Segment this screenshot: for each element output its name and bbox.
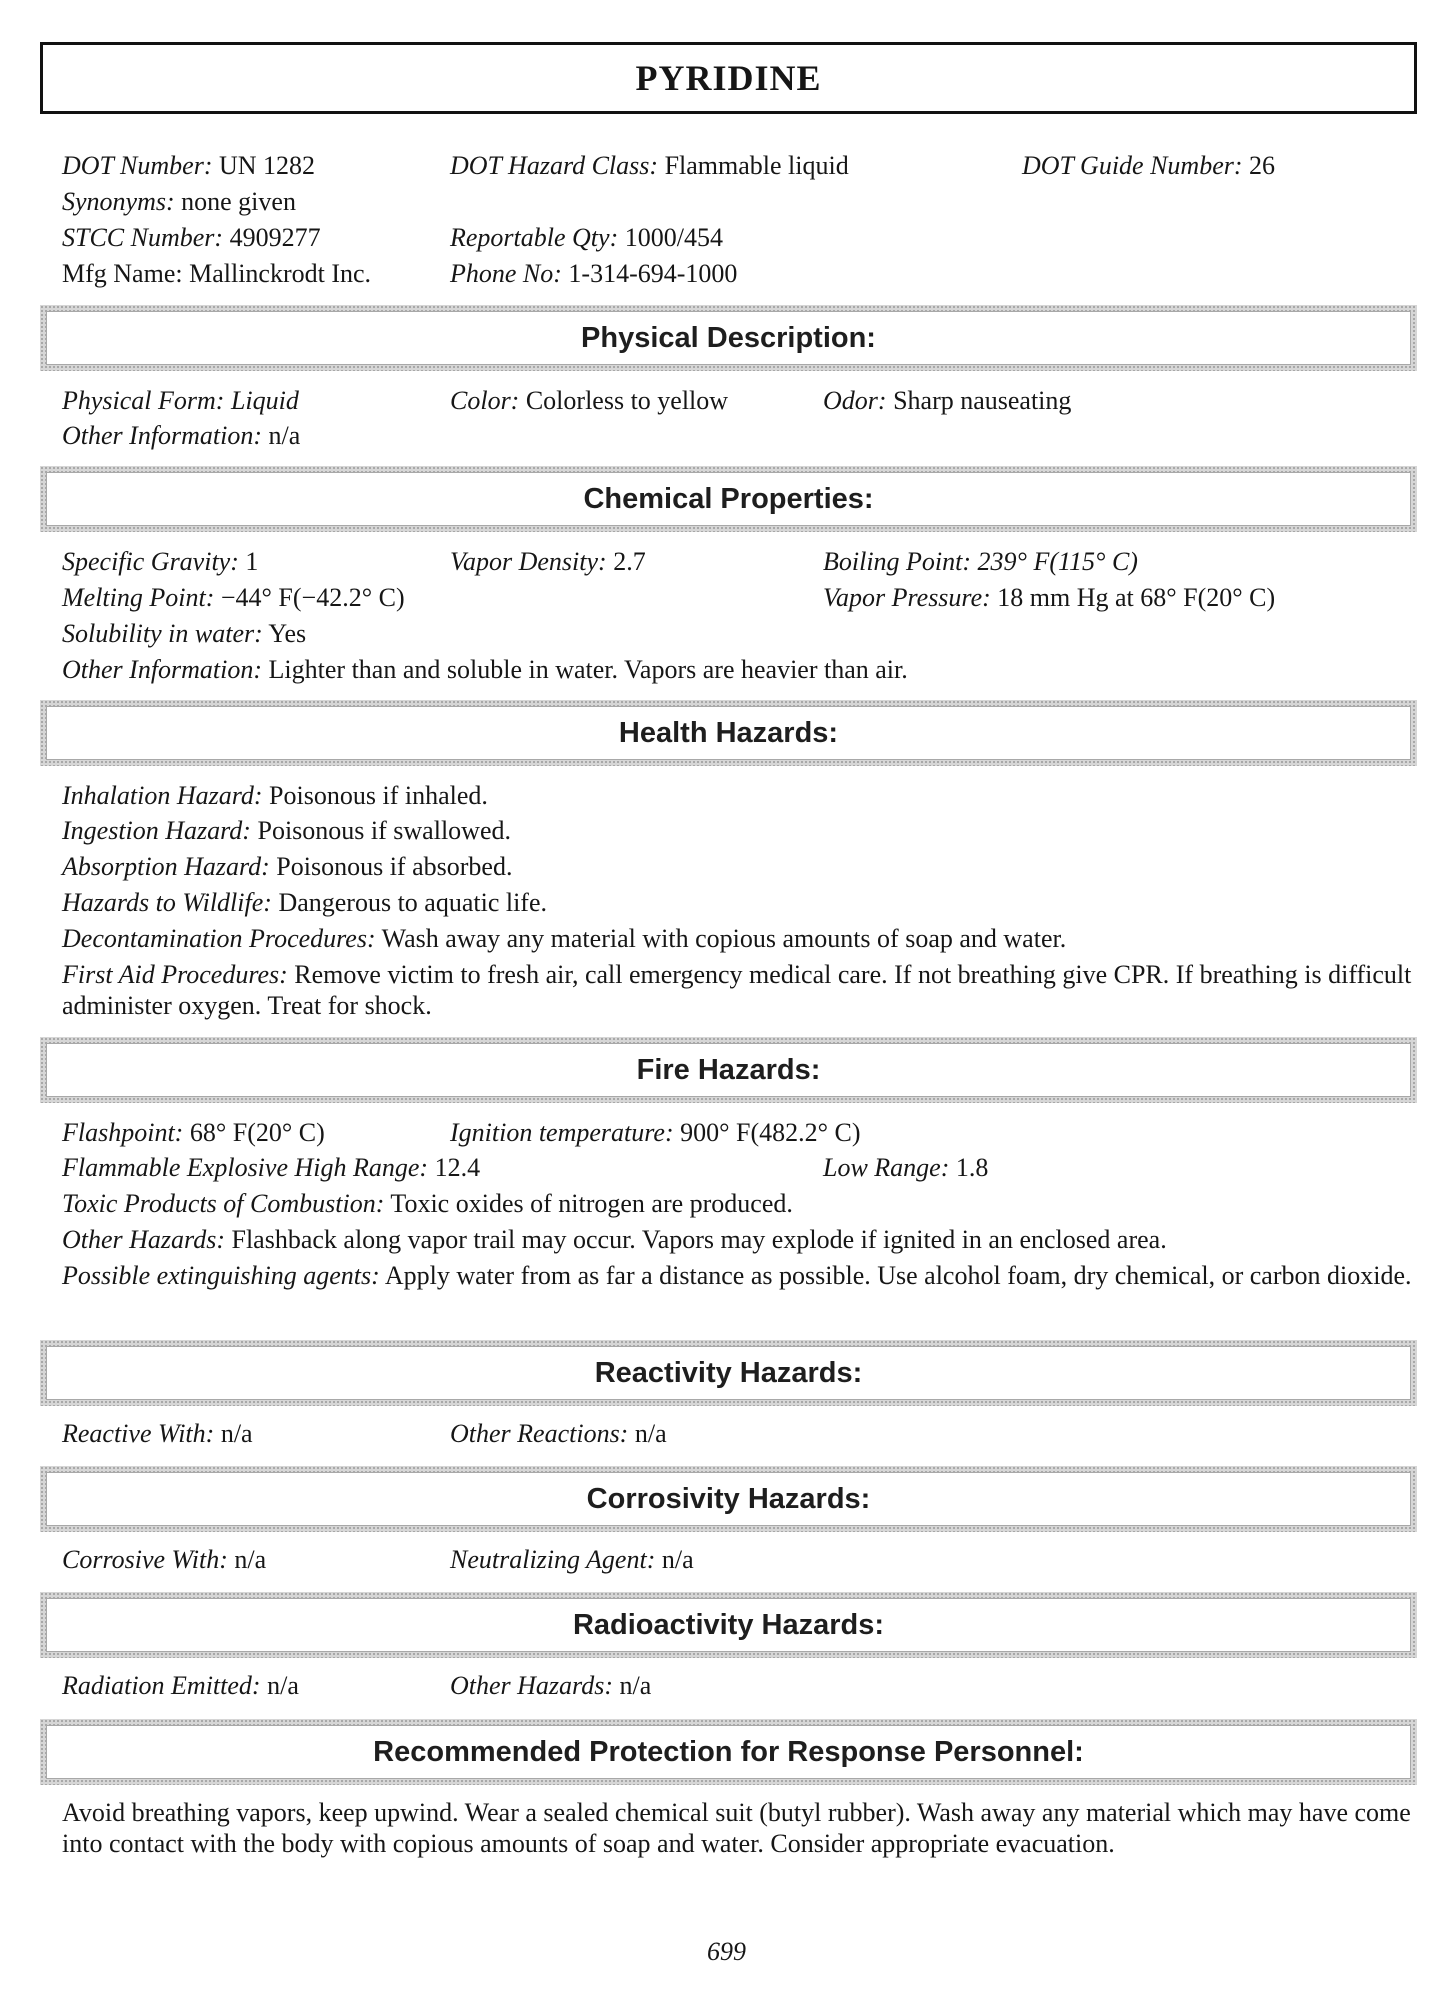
section-health-hazards [40, 700, 1417, 766]
section-heading: Physical Description: [581, 321, 876, 354]
section-radioactivity-hazards [40, 1592, 1417, 1658]
boiling-point: Boiling Point: 239° F(115° C) [823, 547, 1138, 576]
radiation-emitted: Radiation Emitted: n/a [62, 1671, 299, 1700]
section-heading: Fire Hazards: [636, 1053, 821, 1086]
mfg-name: Mfg Name: Mallinckrodt Inc. [62, 259, 372, 288]
section-corrosivity-hazards [40, 1466, 1417, 1532]
page-number: 699 [707, 1937, 746, 1966]
section-physical-description [40, 305, 1417, 371]
odor: Odor: Sharp nauseating [823, 386, 1072, 415]
page-title: PYRIDINE [635, 58, 822, 98]
dot-number: DOT Number: UN 1282 [62, 151, 316, 180]
melting-point: Melting Point: −44° F(−42.2° C) [62, 583, 405, 612]
low-range: Low Range: 1.8 [823, 1153, 989, 1182]
section-heading: Reactivity Hazards: [594, 1356, 863, 1389]
section-heading: Corrosivity Hazards: [586, 1482, 871, 1515]
specific-gravity: Specific Gravity: 1 [62, 547, 259, 576]
title-box [40, 42, 1417, 114]
radioactivity-other-hazards: Other Hazards: n/a [450, 1671, 652, 1700]
absorption-hazard: Absorption Hazard: Poisonous if absorbed. [62, 852, 513, 881]
physical-form: Physical Form: Liquid [62, 386, 299, 415]
ignition-temperature: Ignition temperature: 900° F(482.2° C) [450, 1118, 861, 1147]
protection-text: Avoid breathing vapors, keep upwind. Wear a sealed chemical suit (butyl rubber). Wash away any material which may have come into contact with the body with copious amounts of soap and water. Consider appropriate evacuation. [62, 1798, 1411, 1858]
possible-extinguishing-agents: Possible extinguishing agents: Apply water from as far a distance as possible. Use alcohol foam, dry chemical, or carbon dioxide. [62, 1261, 1412, 1290]
color: Color: Colorless to yellow [450, 386, 729, 415]
dot-guide-number: DOT Guide Number: 26 [1022, 151, 1276, 180]
vapor-pressure: Vapor Pressure: 18 mm Hg at 68° F(20° C) [823, 583, 1276, 612]
other-reactions: Other Reactions: n/a [450, 1419, 667, 1448]
section-reactivity-hazards [40, 1340, 1417, 1406]
dot-hazard-class: DOT Hazard Class: Flammable liquid [450, 151, 849, 180]
section-recommended-protection [40, 1719, 1417, 1785]
section-fire-hazards [40, 1037, 1417, 1103]
ingestion-hazard: Ingestion Hazard: Poisonous if swallowed. [62, 816, 511, 845]
vapor-density: Vapor Density: 2.7 [450, 547, 646, 576]
solubility-in-water: Solubility in water: Yes [62, 619, 307, 648]
corrosive-with: Corrosive With: n/a [62, 1545, 267, 1574]
fire-other-hazards: Other Hazards: Flashback along vapor trail may occur. Vapors may explode if ignited in an enclosed area. [62, 1225, 1167, 1254]
section-heading: Chemical Properties: [583, 482, 874, 515]
reactive-with: Reactive With: n/a [62, 1419, 253, 1448]
phone-no: Phone No: 1-314-694-1000 [450, 259, 738, 288]
first-aid-procedures: First Aid Procedures: Remove victim to fresh air, call emergency medical care. If not breathing give CPR. If breathing is difficult administer oxygen. Treat for shock. [62, 960, 1412, 1020]
section-chemical-properties [40, 466, 1417, 532]
section-heading: Radioactivity Hazards: [572, 1608, 885, 1641]
hazards-to-wildlife: Hazards to Wildlife: Dangerous to aquatic life. [62, 888, 548, 917]
decontamination-procedures: Decontamination Procedures: Wash away any material with copious amounts of soap and water. [62, 924, 1067, 953]
physical-other-information: Other Information: n/a [62, 421, 301, 450]
synonyms: Synonyms: none given [62, 187, 296, 216]
reportable-qty: Reportable Qty: 1000/454 [450, 223, 723, 252]
section-heading: Recommended Protection for Response Personnel: [373, 1735, 1084, 1768]
stcc-number: STCC Number: 4909277 [62, 223, 321, 252]
neutralizing-agent: Neutralizing Agent: n/a [450, 1545, 694, 1574]
inhalation-hazard: Inhalation Hazard: Poisonous if inhaled. [62, 781, 488, 810]
flammable-explosive-high-range: Flammable Explosive High Range: 12.4 [62, 1153, 481, 1182]
flashpoint: Flashpoint: 68° F(20° C) [62, 1118, 325, 1147]
section-heading: Health Hazards: [618, 716, 839, 749]
toxic-products-of-combustion: Toxic Products of Combustion: Toxic oxides of nitrogen are produced. [62, 1189, 793, 1218]
chemical-other-information: Other Information: Lighter than and soluble in water. Vapors are heavier than air. [62, 655, 908, 684]
